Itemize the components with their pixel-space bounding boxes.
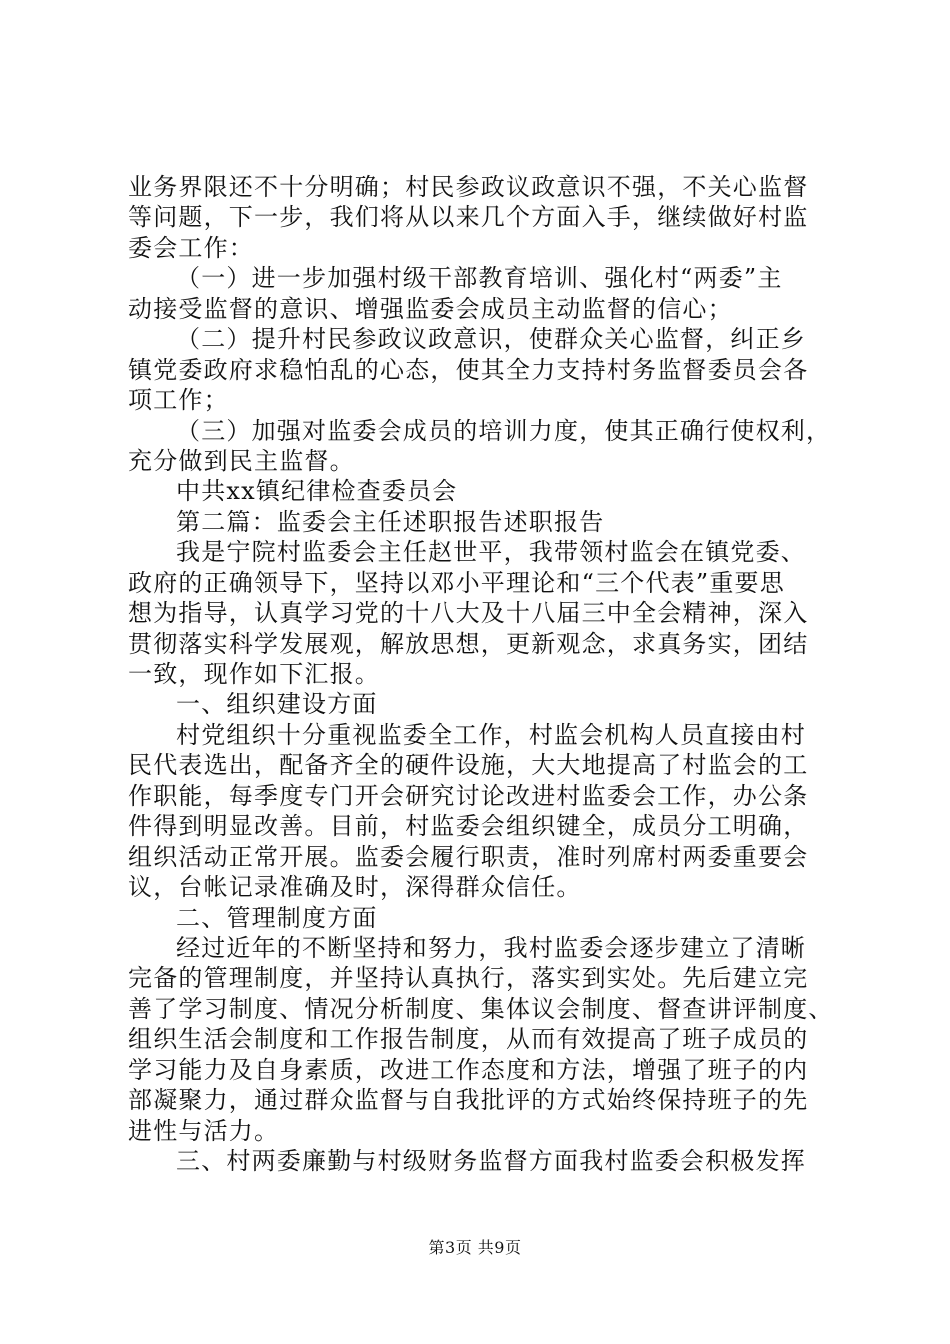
text-line: （二）提升村民参政议政意识，使群众关心监督，纠正乡 xyxy=(176,325,806,353)
text-line: 充分做到民主监督。 xyxy=(128,447,355,475)
text-line: （一）进一步加强村级干部教育培训、强化村“两委”主 xyxy=(176,264,783,292)
text-line: 贯彻落实科学发展观，解放思想，更新观念，求真务实，团结 xyxy=(128,630,809,658)
text-line: 组织生活会制度和工作报告制度，从而有效提高了班子成员的 xyxy=(128,1025,809,1053)
text-line: 一致，现作如下汇报。 xyxy=(128,660,380,688)
text-line: 学习能力及自身素质，改进工作态度和方法，增强了班子的内 xyxy=(128,1056,809,1084)
text-line: 件得到明显改善。目前，村监委会组织键全，成员分工明确， xyxy=(128,812,809,840)
text-line: 经过近年的不断坚持和努力，我村监委会逐步建立了清晰 xyxy=(176,934,806,962)
text-line: 项工作； xyxy=(128,386,229,414)
section-heading: 一、组织建设方面 xyxy=(176,690,378,718)
text-line: 政府的正确领导下，坚持以邓小平理论和“三个代表”重要思 xyxy=(128,569,785,597)
section-title: 第二篇：监委会主任述职报告述职报告 xyxy=(176,508,605,536)
section-heading: 三、村两委廉勤与村级财务监督方面我村监委会积极发挥 xyxy=(176,1147,806,1175)
text-line: 善了学习制度、情况分析制度、集体议会制度、督查讲评制度、 xyxy=(128,995,834,1023)
text-line: 组织活动正常开展。监委会履行职责，准时列席村两委重要会 xyxy=(128,843,809,871)
text-line: 我是宁院村监委会主任赵世平，我带领村监会在镇党委、 xyxy=(176,538,806,566)
text-line: 村党组织十分重视监委全工作，村监会机构人员直接由村 xyxy=(176,721,806,749)
text-line: 想为指导，认真学习党的十八大及十八届三中全会精神，深入 xyxy=(128,599,809,627)
text-line: 进性与活力。 xyxy=(128,1117,280,1145)
text-line: 业务界限还不十分明确；村民参政议政意识不强，不关心监督 xyxy=(128,173,809,201)
text-line: 等问题，下一步，我们将从以来几个方面入手，继续做好村监 xyxy=(128,203,809,231)
section-heading: 二、管理制度方面 xyxy=(176,904,378,932)
text-line: 委会工作： xyxy=(128,234,254,262)
text-line: 作职能，每季度专门开会研究讨论改进村监委会工作，办公条 xyxy=(128,782,809,810)
signature-line: 中共xx镇纪律检查委员会 xyxy=(176,477,458,505)
text-line: （三）加强对监委会成员的培训力度，使其正确行使权利， xyxy=(176,417,832,445)
text-line: 完备的管理制度，并坚持认真执行，落实到实处。先后建立完 xyxy=(128,964,809,992)
text-line: 动接受监督的意识、增强监委会成员主动监督的信心； xyxy=(128,295,733,323)
text-line: 议，台帐记录准确及时，深得群众信任。 xyxy=(128,873,582,901)
text-line: 部凝聚力，通过群众监督与自我批评的方式始终保持班子的先 xyxy=(128,1086,809,1114)
text-line: 镇党委政府求稳怕乱的心态，使其全力支持村务监督委员会各 xyxy=(128,356,809,384)
text-line: 民代表选出，配备齐全的硬件设施，大大地提高了村监会的工 xyxy=(128,751,809,779)
page-number-footer: 第3页 共9页 xyxy=(428,1238,522,1257)
